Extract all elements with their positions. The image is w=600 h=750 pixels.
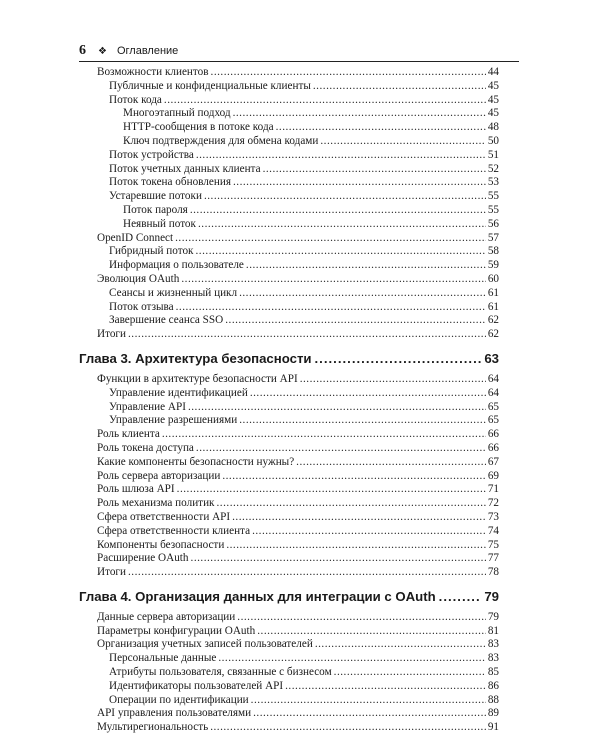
leader-dots (334, 666, 486, 680)
toc-entry[interactable] (79, 121, 499, 135)
toc-entry-title: Сфера ответственности API (97, 510, 231, 523)
chapter-heading[interactable] (79, 589, 499, 606)
toc-entry-page: 57 (487, 231, 499, 244)
leader-dots (164, 94, 486, 108)
toc-entry-title: Управление API (109, 400, 186, 413)
toc-entry-title: Возможности клиентов (97, 66, 209, 78)
toc-entry-page: 51 (487, 148, 499, 161)
toc-entry-page: 65 (487, 414, 499, 427)
toc-entry-page: 64 (487, 386, 499, 399)
toc-entry-page: 85 (487, 666, 499, 679)
toc-entry-page: 53 (487, 176, 499, 189)
leader-dots (217, 497, 486, 511)
toc-entry[interactable] (79, 680, 499, 694)
toc-entry-page: 74 (487, 524, 499, 537)
toc-entry-title: Роль токена доступа (97, 441, 194, 454)
toc-entry-title: Операции по идентификации (109, 693, 249, 706)
toc-entry[interactable] (79, 232, 499, 246)
toc-entry-page: 45 (487, 107, 499, 120)
leader-dots (210, 721, 486, 735)
toc-entry-page: 48 (487, 121, 499, 134)
toc-entry[interactable] (79, 414, 499, 428)
toc-entry-page: 69 (487, 469, 499, 482)
toc-entry[interactable] (79, 638, 499, 652)
toc-entry[interactable] (79, 94, 499, 108)
toc-entry[interactable] (79, 218, 499, 232)
leader-dots (225, 314, 486, 328)
toc-entry-title: Итоги (97, 566, 126, 579)
toc-entry-page: 61 (487, 300, 499, 313)
toc-entry[interactable] (79, 707, 499, 721)
toc-entry[interactable] (79, 694, 499, 708)
toc-entry-page: 71 (487, 483, 499, 496)
toc-entry[interactable] (79, 442, 499, 456)
toc-entry-page: 86 (487, 679, 499, 692)
toc-entry-title: Устаревшие потоки (109, 190, 202, 203)
toc-entry-title: Персональные данные (109, 652, 217, 665)
leader-dots (218, 652, 485, 666)
toc-entry-page: 55 (487, 203, 499, 216)
leader-dots (196, 442, 486, 456)
header-rule (79, 61, 519, 62)
toc-entry-page: 67 (487, 455, 499, 468)
toc-entry-page: 62 (487, 328, 499, 341)
leader-dots (162, 428, 486, 442)
toc-entry-title: Роль сервера авторизации (97, 469, 221, 482)
toc-entry-page: 65 (487, 400, 499, 413)
toc-entry-page: 45 (487, 79, 499, 92)
toc-entry-title: Организация учетных записей пользователей (97, 638, 313, 651)
toc-entry-title: Неявный поток (123, 217, 196, 230)
toc-entry[interactable] (79, 373, 499, 387)
leader-dots (233, 176, 486, 190)
toc-entry[interactable] (79, 552, 499, 566)
toc-entry-title: Поток учетных данных клиента (109, 162, 261, 175)
toc-entry-page: 56 (487, 217, 499, 230)
toc-entry-page: 45 (487, 93, 499, 106)
leader-dots (253, 707, 486, 721)
toc-entry-page: 64 (487, 372, 499, 385)
toc-entry-title: Роль клиента (97, 428, 160, 441)
toc-entry-page: 88 (487, 693, 499, 706)
toc-entry-title: Управление разрешениями (109, 414, 238, 427)
toc-entry-title: Атрибуты пользователя, связанные с бизнесом (109, 666, 332, 679)
toc-entry[interactable] (79, 314, 499, 328)
ornament-icon: ❖ (98, 46, 107, 57)
leader-dots (191, 552, 486, 566)
toc-entry-page: 77 (487, 552, 499, 565)
leader-dots (296, 456, 486, 470)
toc-entry-page: 60 (487, 272, 499, 285)
toc-entry-title: Мультирегиональность (97, 721, 209, 734)
toc-entry-page: 91 (487, 721, 499, 734)
toc-entry[interactable] (79, 204, 499, 218)
leader-dots (320, 135, 485, 149)
leader-dots (257, 625, 486, 639)
toc-entry-title: Роль шлюза API (97, 483, 175, 496)
toc-entry-page: 83 (487, 638, 499, 651)
leader-dots (232, 511, 486, 525)
toc-entry[interactable] (79, 470, 499, 484)
header-page-number: 6 (79, 43, 86, 58)
toc-entry[interactable] (79, 539, 499, 553)
toc-entry-page: 66 (487, 428, 499, 441)
table-of-contents (79, 66, 499, 735)
leader-dots (246, 259, 486, 273)
toc-entry[interactable] (79, 287, 499, 301)
toc-entry-page: 55 (487, 190, 499, 203)
toc-entry-title: Функции в архитектуре безопасности API (97, 372, 298, 385)
leader-dots (222, 470, 486, 484)
leader-dots (315, 351, 482, 366)
toc-entry[interactable] (79, 387, 499, 401)
toc-entry-page: 78 (487, 566, 499, 579)
toc-entry-page: 50 (487, 134, 499, 147)
toc-entry[interactable] (79, 176, 499, 190)
toc-entry-title: Поток кода (109, 93, 162, 106)
toc-entry-page: 59 (487, 259, 499, 272)
toc-entry[interactable] (79, 456, 499, 470)
toc-entry-page: 89 (487, 707, 499, 720)
toc-entry-title: Поток токена обновления (109, 176, 231, 189)
leader-dots (204, 190, 486, 204)
toc-entry-page: 81 (487, 624, 499, 637)
toc-entry[interactable] (79, 721, 499, 735)
toc-entry[interactable] (79, 511, 499, 525)
toc-entry-title: Поток отзыва (109, 300, 174, 313)
toc-entry-page: 62 (487, 314, 499, 327)
toc-entry-title: Расширение OAuth (97, 552, 189, 565)
toc-entry[interactable] (79, 497, 499, 511)
leader-dots (237, 611, 486, 625)
toc-entry-title: Данные сервера авторизации (97, 610, 236, 623)
toc-entry[interactable] (79, 483, 499, 497)
toc-entry-title: Многоэтапный подход (123, 107, 231, 120)
chapter-heading[interactable] (79, 351, 499, 368)
toc-entry[interactable] (79, 245, 499, 259)
toc-entry[interactable] (79, 190, 499, 204)
toc-entry-page: 58 (487, 245, 499, 258)
toc-entry-title: Ключ подтверждения для обмена кодами (123, 134, 319, 147)
header-section-title: Оглавление (116, 45, 179, 57)
toc-entry-title: API управления пользователями (97, 707, 252, 720)
toc-entry-title: Сфера ответственности клиента (97, 524, 251, 537)
toc-entry-title: OpenID Connect (97, 231, 174, 244)
toc-entry[interactable] (79, 401, 499, 415)
toc-entry[interactable] (79, 611, 499, 625)
toc-entry-page: 79 (487, 610, 499, 623)
leader-dots (198, 218, 486, 232)
toc-entry-title: HTTP-сообщения в потоке кода (123, 121, 274, 134)
leader-dots (263, 163, 486, 177)
toc-entry-title: Завершение сеанса SSO (109, 314, 224, 327)
leader-dots (188, 401, 486, 415)
toc-entry[interactable] (79, 428, 499, 442)
leader-dots (196, 149, 486, 163)
leader-dots (211, 66, 486, 80)
toc-entry[interactable] (79, 259, 499, 273)
toc-entry-page: 72 (487, 497, 499, 510)
leader-dots (175, 232, 486, 246)
leader-dots (252, 525, 486, 539)
leader-dots (181, 273, 485, 287)
leader-dots (239, 287, 486, 301)
toc-entry[interactable] (79, 135, 499, 149)
toc-entry[interactable] (79, 525, 499, 539)
leader-dots (250, 387, 486, 401)
toc-entry-title: Роль механизма политик (97, 497, 215, 510)
toc-entry[interactable] (79, 163, 499, 177)
leader-dots (226, 539, 486, 553)
toc-entry[interactable] (79, 301, 499, 315)
toc-entry-page: 61 (487, 286, 499, 299)
toc-entry[interactable] (79, 625, 499, 639)
toc-entry[interactable] (79, 107, 499, 121)
toc-entry-page: 75 (487, 538, 499, 551)
chapter-title: Глава 3. Архитектура безопасности (79, 350, 312, 366)
toc-entry-title: Гибридный поток (109, 245, 194, 258)
leader-dots (315, 638, 486, 652)
toc-entry-title: Итоги (97, 328, 126, 341)
toc-entry-title: Эволюция OAuth (97, 272, 180, 285)
leader-dots (233, 107, 486, 121)
toc-entry-title: Параметры конфигурации OAuth (97, 624, 256, 637)
leader-dots (128, 328, 486, 342)
leader-dots (239, 414, 486, 428)
chapter-title: Глава 4. Организация данных для интеграции с OAuth (79, 588, 436, 604)
leader-dots (313, 80, 486, 94)
toc-entry-title: Поток устройства (109, 148, 194, 161)
toc-entry-page: 66 (487, 441, 499, 454)
leader-dots (285, 680, 486, 694)
leader-dots (128, 566, 486, 580)
leader-dots (300, 373, 486, 387)
toc-entry-title: Идентификаторы пользователей API (109, 679, 284, 692)
leader-dots (176, 301, 486, 315)
toc-entry-title: Информация о пользователе (109, 259, 244, 272)
leader-dots (196, 245, 486, 259)
toc-entry[interactable] (79, 652, 499, 666)
toc-entry-page: 83 (487, 652, 499, 665)
leader-dots (439, 589, 482, 604)
toc-entry[interactable] (79, 328, 499, 342)
toc-entry-title: Управление идентификацией (109, 386, 248, 399)
toc-entry-title: Какие компоненты безопасности нужны? (97, 455, 295, 468)
toc-entry-title: Публичные и конфиденциальные клиенты (109, 79, 311, 92)
toc-entry-title: Сеансы и жизненный цикл (109, 286, 238, 299)
toc-entry[interactable] (79, 666, 499, 680)
leader-dots (251, 694, 486, 708)
chapter-page: 79 (484, 588, 499, 604)
running-header (79, 43, 519, 61)
leader-dots (190, 204, 486, 218)
toc-entry[interactable] (79, 80, 499, 94)
toc-entry-title: Поток пароля (123, 203, 188, 216)
toc-entry[interactable] (79, 566, 499, 580)
chapter-page: 63 (484, 350, 499, 366)
toc-entry[interactable] (79, 149, 499, 163)
toc-entry[interactable] (79, 273, 499, 287)
toc-entry-page: 44 (487, 66, 499, 78)
toc-entry-title: Компоненты безопасности (97, 538, 225, 551)
toc-entry-page: 73 (487, 510, 499, 523)
leader-dots (276, 121, 486, 135)
leader-dots (177, 483, 486, 497)
toc-entry[interactable] (79, 66, 499, 80)
toc-entry-page: 52 (487, 162, 499, 175)
